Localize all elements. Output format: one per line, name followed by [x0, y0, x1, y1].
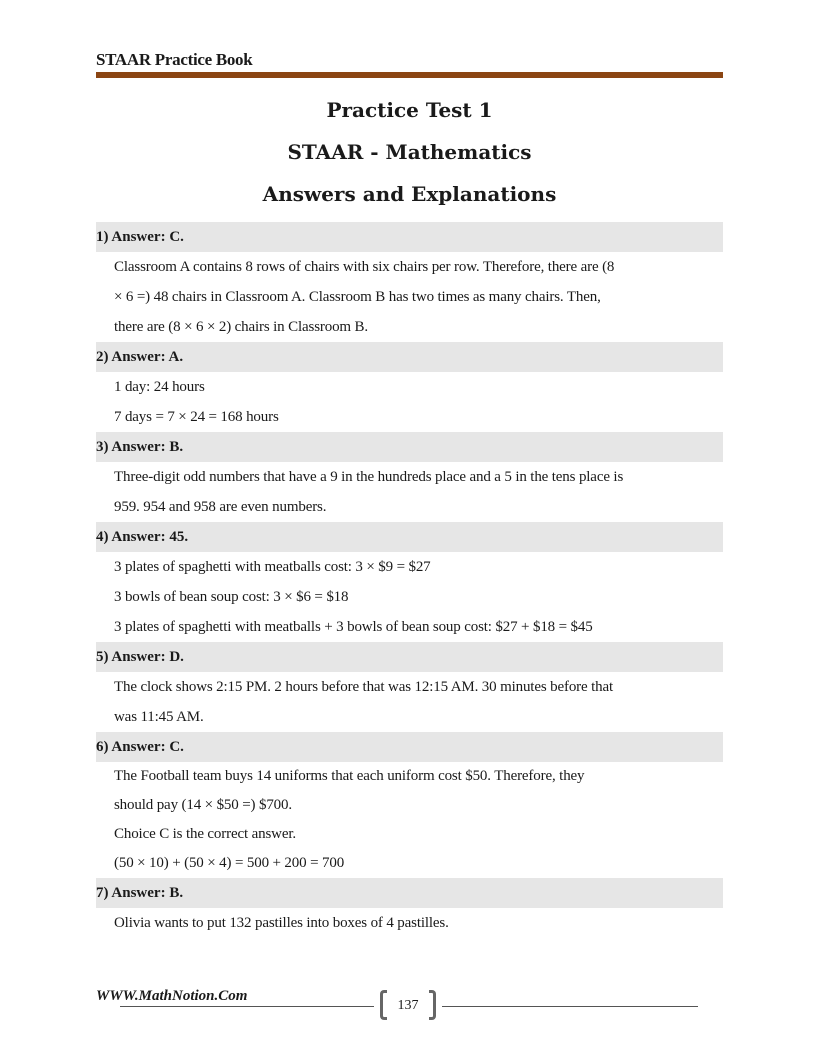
- answers-list: [96, 222, 723, 938]
- explanation-line: there are (8 × 6 × 2) chairs in Classroom B.: [114, 319, 369, 335]
- section-title: Answers and Explanations: [262, 182, 557, 206]
- subject-title: STAAR - Mathematics: [287, 140, 532, 164]
- footer-rule-right: [442, 1006, 698, 1007]
- left-bracket-icon: [380, 990, 387, 1020]
- test-title: Practice Test 1: [326, 98, 493, 122]
- explanation-line: 1 day: 24 hours: [114, 379, 205, 395]
- answer-heading-5: 5) Answer: D.: [96, 642, 723, 672]
- explanation-line: should pay (14 × $50 =) $700.: [114, 797, 292, 813]
- explanation-line: 3 plates of spaghetti with meatballs cost: 3 × $9 = $27: [114, 559, 431, 575]
- running-header: STAAR Practice Book: [96, 50, 253, 69]
- footer-website: WWW.MathNotion.Com: [96, 988, 248, 1004]
- explanation-line: 7 days = 7 × 24 = 168 hours: [114, 409, 279, 425]
- right-bracket-icon: [429, 990, 436, 1020]
- explanation-line: Three-digit odd numbers that have a 9 in the hundreds place and a 5 in the tens place is: [114, 469, 624, 485]
- answer-heading-4: 4) Answer: 45.: [96, 522, 723, 552]
- explanation-line: × 6 =) 48 chairs in Classroom A. Classroom B has two times as many chairs. Then,: [114, 289, 601, 305]
- explanation-line: 959. 954 and 958 are even numbers.: [114, 499, 327, 515]
- page-number: 137: [397, 998, 419, 1013]
- answer-heading-7: 7) Answer: B.: [96, 878, 723, 908]
- header-rule: [96, 72, 723, 78]
- explanation-line: The Football team buys 14 uniforms that each uniform cost $50. Therefore, they: [114, 768, 585, 784]
- page-number-box: [380, 990, 436, 1022]
- explanation-line: (50 × 10) + (50 × 4) = 500 + 200 = 700: [114, 855, 345, 871]
- explanation-line: The clock shows 2:15 PM. 2 hours before that was 12:15 AM. 30 minutes before that: [114, 679, 614, 695]
- explanation-line: Olivia wants to put 132 pastilles into boxes of 4 pastilles.: [114, 915, 449, 931]
- explanation-line: Classroom A contains 8 rows of chairs with six chairs per row. Therefore, there are (8: [114, 259, 615, 275]
- answer-heading-6: 6) Answer: C.: [96, 732, 723, 762]
- answer-heading-1: 1) Answer: C.: [96, 222, 723, 252]
- footer-rule-left: [120, 1006, 374, 1007]
- explanation-line: Choice C is the correct answer.: [114, 826, 296, 842]
- explanation-line: 3 bowls of bean soup cost: 3 × $6 = $18: [114, 589, 349, 605]
- explanation-line: was 11:45 AM.: [114, 709, 204, 725]
- answer-heading-2: 2) Answer: A.: [96, 342, 723, 372]
- explanation-line: 3 plates of spaghetti with meatballs + 3 bowls of bean soup cost: $27 + $18 = $45: [114, 619, 593, 635]
- answer-heading-3: 3) Answer: B.: [96, 432, 723, 462]
